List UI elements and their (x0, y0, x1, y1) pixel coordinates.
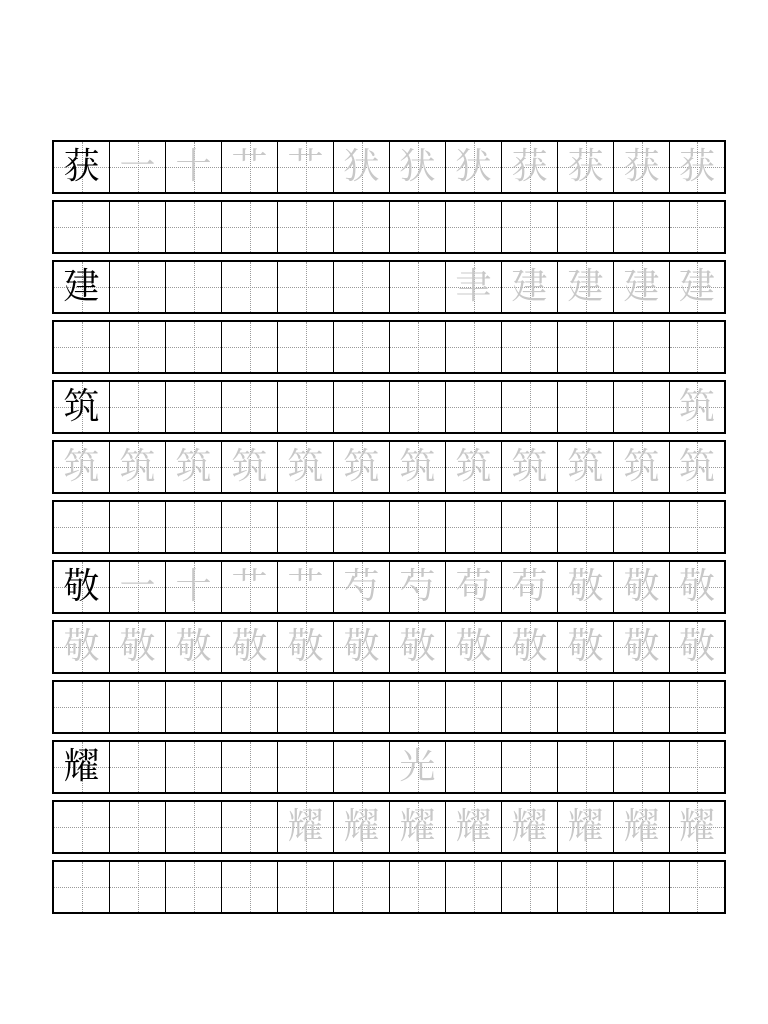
tracing-cell (670, 862, 724, 912)
tracing-cell (670, 442, 724, 492)
tracing-cell (558, 442, 614, 492)
tracing-cell (614, 742, 670, 792)
tracing-cell (614, 382, 670, 432)
tracing-cell (614, 682, 670, 732)
trace-stroke: 一 (119, 146, 156, 187)
tracing-cell (222, 562, 278, 612)
model-character-cell (54, 142, 110, 192)
trace-stroke: 苟 (455, 566, 492, 607)
tracing-cell (278, 742, 334, 792)
trace-stroke: 筑 (175, 446, 212, 487)
tracing-cell (558, 802, 614, 852)
practice-row (52, 680, 726, 734)
practice-row (52, 500, 726, 554)
tracing-cell (558, 202, 614, 252)
tracing-cell (502, 502, 558, 552)
tracing-cell (54, 502, 110, 552)
tracing-cell (166, 862, 222, 912)
practice-row (52, 320, 726, 374)
tracing-cell (558, 142, 614, 192)
trace-stroke: 敬 (567, 566, 604, 607)
tracing-cell (446, 322, 502, 372)
practice-row (52, 140, 726, 194)
tracing-cell (166, 142, 222, 192)
tracing-cell (614, 442, 670, 492)
tracing-cell (446, 682, 502, 732)
tracing-cell (110, 742, 166, 792)
tracing-cell (54, 322, 110, 372)
trace-stroke: 建 (678, 266, 715, 307)
tracing-cell (334, 502, 390, 552)
trace-stroke: 芍 (399, 566, 436, 607)
tracing-cell (670, 802, 724, 852)
model-character: 敬 (63, 566, 100, 607)
tracing-cell (446, 862, 502, 912)
tracing-cell (222, 142, 278, 192)
tracing-cell (222, 382, 278, 432)
trace-stroke: 敬 (455, 626, 492, 667)
trace-stroke: 敬 (231, 626, 268, 667)
tracing-cell (110, 622, 166, 672)
trace-stroke: 耀 (399, 806, 436, 847)
tracing-cell (558, 742, 614, 792)
tracing-cell (670, 682, 724, 732)
tracing-cell (502, 562, 558, 612)
tracing-cell (670, 202, 724, 252)
tracing-cell (166, 442, 222, 492)
tracing-cell (222, 802, 278, 852)
trace-stroke: 十 (175, 566, 212, 607)
tracing-cell (390, 202, 446, 252)
tracing-cell (446, 622, 502, 672)
trace-stroke: 筑 (678, 446, 715, 487)
trace-stroke: 耀 (623, 806, 660, 847)
trace-stroke: 犾 (399, 146, 436, 187)
tracing-cell (334, 382, 390, 432)
tracing-cell (390, 382, 446, 432)
practice-row (52, 380, 726, 434)
tracing-cell (390, 682, 446, 732)
trace-stroke: 敬 (399, 626, 436, 667)
tracing-cell (278, 442, 334, 492)
trace-stroke: 耀 (343, 806, 380, 847)
trace-stroke: 筑 (119, 446, 156, 487)
tracing-cell (502, 742, 558, 792)
tracing-cell (166, 562, 222, 612)
tracing-cell (390, 742, 446, 792)
tracing-cell (334, 202, 390, 252)
tracing-cell (334, 682, 390, 732)
tracing-cell (54, 682, 110, 732)
trace-stroke: 敬 (287, 626, 324, 667)
tracing-cell (334, 622, 390, 672)
tracing-cell (502, 322, 558, 372)
trace-stroke: 获 (567, 146, 604, 187)
tracing-cell (614, 562, 670, 612)
tracing-cell (390, 262, 446, 312)
practice-row (52, 740, 726, 794)
trace-stroke: 建 (623, 266, 660, 307)
tracing-cell (446, 382, 502, 432)
tracing-cell (110, 562, 166, 612)
tracing-cell (166, 262, 222, 312)
tracing-cell (446, 202, 502, 252)
tracing-cell (670, 382, 724, 432)
tracing-cell (166, 802, 222, 852)
tracing-cell (446, 262, 502, 312)
tracing-cell (110, 862, 166, 912)
trace-stroke: 一 (119, 566, 156, 607)
tracing-cell (166, 382, 222, 432)
trace-stroke: 敬 (175, 626, 212, 667)
trace-stroke: 光 (399, 746, 436, 787)
tracing-cell (502, 262, 558, 312)
tracing-cell (502, 442, 558, 492)
tracing-cell (614, 322, 670, 372)
tracing-cell (558, 622, 614, 672)
tracing-cell (558, 322, 614, 372)
trace-stroke: 获 (511, 146, 548, 187)
tracing-cell (110, 502, 166, 552)
trace-stroke: 艹 (231, 146, 268, 187)
tracing-cell (166, 202, 222, 252)
tracing-cell (222, 502, 278, 552)
model-character-cell (54, 562, 110, 612)
trace-stroke: 筑 (455, 446, 492, 487)
trace-stroke: 建 (567, 266, 604, 307)
tracing-cell (614, 622, 670, 672)
model-character: 建 (63, 266, 100, 307)
tracing-cell (390, 622, 446, 672)
trace-stroke: 筑 (231, 446, 268, 487)
practice-row (52, 620, 726, 674)
trace-stroke: 艹 (231, 566, 268, 607)
trace-stroke: 犾 (343, 146, 380, 187)
tracing-cell (446, 502, 502, 552)
tracing-cell (446, 562, 502, 612)
tracing-cell (278, 262, 334, 312)
tracing-cell (446, 742, 502, 792)
tracing-cell (390, 442, 446, 492)
trace-stroke: 敬 (623, 626, 660, 667)
model-character-cell (54, 742, 110, 792)
tracing-cell (614, 502, 670, 552)
trace-stroke: 获 (678, 146, 715, 187)
tracing-cell (54, 202, 110, 252)
tracing-cell (558, 502, 614, 552)
trace-stroke: 筑 (63, 446, 100, 487)
tracing-cell (222, 742, 278, 792)
practice-row (52, 800, 726, 854)
tracing-cell (110, 202, 166, 252)
trace-stroke: 耀 (455, 806, 492, 847)
trace-stroke: 耀 (678, 806, 715, 847)
trace-stroke: 十 (175, 146, 212, 187)
trace-stroke: 筑 (343, 446, 380, 487)
practice-row (52, 440, 726, 494)
tracing-cell (278, 862, 334, 912)
tracing-cell (110, 382, 166, 432)
tracing-cell (390, 562, 446, 612)
tracing-cell (278, 202, 334, 252)
trace-stroke: 敬 (119, 626, 156, 667)
trace-stroke: 苟 (511, 566, 548, 607)
tracing-cell (502, 382, 558, 432)
tracing-cell (502, 142, 558, 192)
tracing-cell (502, 862, 558, 912)
tracing-cell (110, 262, 166, 312)
tracing-cell (614, 142, 670, 192)
tracing-cell (446, 142, 502, 192)
trace-stroke: 筑 (567, 446, 604, 487)
practice-row (52, 260, 726, 314)
tracing-cell (670, 142, 724, 192)
trace-stroke: 获 (623, 146, 660, 187)
tracing-cell (670, 622, 724, 672)
trace-stroke: 敬 (567, 626, 604, 667)
tracing-cell (166, 742, 222, 792)
tracing-cell (334, 802, 390, 852)
tracing-cell (670, 562, 724, 612)
trace-stroke: 敬 (678, 626, 715, 667)
tracing-cell (390, 142, 446, 192)
tracing-cell (614, 802, 670, 852)
tracing-cell (278, 322, 334, 372)
tracing-cell (222, 682, 278, 732)
trace-stroke: 犾 (455, 146, 492, 187)
tracing-cell (390, 322, 446, 372)
tracing-cell (614, 202, 670, 252)
tracing-cell (278, 682, 334, 732)
tracing-cell (222, 862, 278, 912)
tracing-cell (390, 862, 446, 912)
tracing-cell (670, 322, 724, 372)
trace-stroke: 耀 (511, 806, 548, 847)
tracing-cell (222, 622, 278, 672)
tracing-cell (558, 682, 614, 732)
trace-stroke: 敬 (343, 626, 380, 667)
tracing-cell (334, 262, 390, 312)
tracing-cell (278, 142, 334, 192)
trace-stroke: 筑 (678, 386, 715, 427)
tracing-cell (166, 322, 222, 372)
tracing-cell (54, 442, 110, 492)
tracing-cell (390, 502, 446, 552)
trace-stroke: 聿 (455, 266, 492, 307)
tracing-cell (334, 862, 390, 912)
model-character: 获 (63, 146, 100, 187)
tracing-cell (670, 502, 724, 552)
tracing-cell (558, 262, 614, 312)
tracing-cell (278, 562, 334, 612)
tracing-cell (670, 262, 724, 312)
tracing-cell (390, 802, 446, 852)
trace-stroke: 筑 (287, 446, 324, 487)
tracing-cell (502, 622, 558, 672)
tracing-cell (110, 442, 166, 492)
tracing-cell (110, 802, 166, 852)
tracing-cell (110, 142, 166, 192)
trace-stroke: 耀 (567, 806, 604, 847)
tracing-cell (166, 502, 222, 552)
model-character: 筑 (63, 386, 100, 427)
tracing-cell (334, 322, 390, 372)
tracing-cell (110, 682, 166, 732)
tracing-cell (278, 382, 334, 432)
tracing-cell (502, 682, 558, 732)
tracing-cell (54, 802, 110, 852)
trace-stroke: 敬 (511, 626, 548, 667)
trace-stroke: 艹 (287, 146, 324, 187)
trace-stroke: 芍 (343, 566, 380, 607)
tracing-cell (54, 622, 110, 672)
trace-stroke: 敬 (623, 566, 660, 607)
tracing-cell (54, 862, 110, 912)
model-character: 耀 (63, 746, 100, 787)
trace-stroke: 敬 (678, 566, 715, 607)
practice-row (52, 860, 726, 914)
tracing-cell (334, 442, 390, 492)
tracing-cell (502, 802, 558, 852)
tracing-cell (558, 382, 614, 432)
tracing-cell (334, 562, 390, 612)
model-character-cell (54, 262, 110, 312)
trace-stroke: 筑 (511, 446, 548, 487)
tracing-cell (278, 622, 334, 672)
practice-row (52, 200, 726, 254)
tracing-cell (222, 262, 278, 312)
tracing-cell (222, 322, 278, 372)
tracing-cell (166, 682, 222, 732)
tracing-cell (446, 442, 502, 492)
trace-stroke: 耀 (287, 806, 324, 847)
trace-stroke: 建 (511, 266, 548, 307)
tracing-cell (502, 202, 558, 252)
tracing-cell (278, 802, 334, 852)
trace-stroke: 筑 (399, 446, 436, 487)
tracing-cell (222, 202, 278, 252)
tracing-cell (166, 622, 222, 672)
tracing-cell (614, 862, 670, 912)
tracing-cell (558, 562, 614, 612)
tracing-cell (222, 442, 278, 492)
tracing-cell (614, 262, 670, 312)
practice-row (52, 560, 726, 614)
tracing-cell (670, 742, 724, 792)
trace-stroke: 敬 (63, 626, 100, 667)
tracing-cell (110, 322, 166, 372)
tracing-cell (334, 142, 390, 192)
tracing-cell (334, 742, 390, 792)
trace-stroke: 筑 (623, 446, 660, 487)
tracing-cell (558, 862, 614, 912)
tracing-cell (446, 802, 502, 852)
trace-stroke: 艹 (287, 566, 324, 607)
tracing-cell (278, 502, 334, 552)
model-character-cell (54, 382, 110, 432)
